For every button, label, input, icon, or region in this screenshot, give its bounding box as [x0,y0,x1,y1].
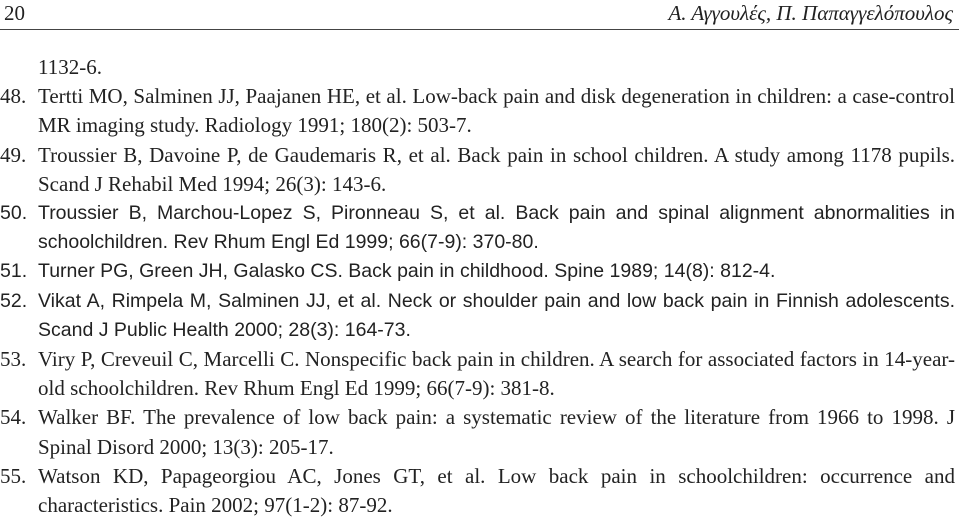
reference-number: 55. [0,463,27,488]
reference-number: 51. [0,260,28,283]
reference-item [0,462,959,520]
reference-text: 1132-6. [38,55,102,79]
reference-number: 54. [0,405,27,430]
reference-item [0,141,959,199]
reference-number: 53. [0,347,27,372]
reference-item [0,199,959,257]
running-head: Α. Αγγουλές, Π. Παπαγγελόπουλος [668,1,953,25]
reference-number: 52. [0,289,28,312]
reference-item [0,82,959,140]
reference-text: Tertti MO, Salminen JJ, Paajanen HE, et al. Low-back pain and disk degeneration in children: a case-control MR imaging study. Radiology 1991; 180(2): 503-7. [38,84,955,138]
reference-item [0,345,959,403]
reference-number: 48. [0,84,27,109]
reference-text: Walker BF. The prevalence of low back pain: a systematic review of the literature from 1966 to 1998. J Spinal Disord 2000; 13(3): 205-17. [38,405,955,459]
reference-item [0,403,959,461]
reference-number: 49. [0,142,27,167]
reference-item [0,287,959,345]
page-number: 20 [4,1,25,25]
reference-text: Vikat A, Rimpela M, Salminen JJ, et al. Neck or shoulder pain and low back pain in Finnish adolescents. Scand J Public Health 2000; 28(3): 164-73. [38,289,955,341]
reference-text: Turner PG, Green JH, Galasko CS. Back pain in childhood. Spine 1989; 14(8): 812-4. [38,260,776,283]
reference-item [0,53,959,82]
reference-text: Troussier B, Davoine P, de Gaudemaris R, et al. Back pain in school children. A study among 1178 pupils. Scand J Rehabil Med 1994; 26(3): 143-6. [38,142,955,196]
page-header [0,0,959,30]
header-rule [0,29,959,30]
reference-text: Viry P, Creveuil C, Marcelli C. Nonspecific back pain in children. A search for associated factors in 14-year-old schoolchildren. Rev Rhum Engl Ed 1999; 66(7-9): 381-8. [38,347,955,401]
reference-item [0,257,959,286]
reference-number: 50. [0,202,28,225]
reference-text: Troussier B, Marchou-Lopez S, Pironneau S, et al. Back pain and spinal alignment abnormalities in schoolchildren. Rev Rhum Engl Ed 1999; 66(7-9): 370-80. [38,202,955,254]
reference-text: Watson KD, Papageorgiou AC, Jones GT, et al. Low back pain in schoolchildren: occurrence and characteristics. Pain 2002; 97(1-2): 87-92. [38,463,955,518]
reference-list [0,53,959,520]
